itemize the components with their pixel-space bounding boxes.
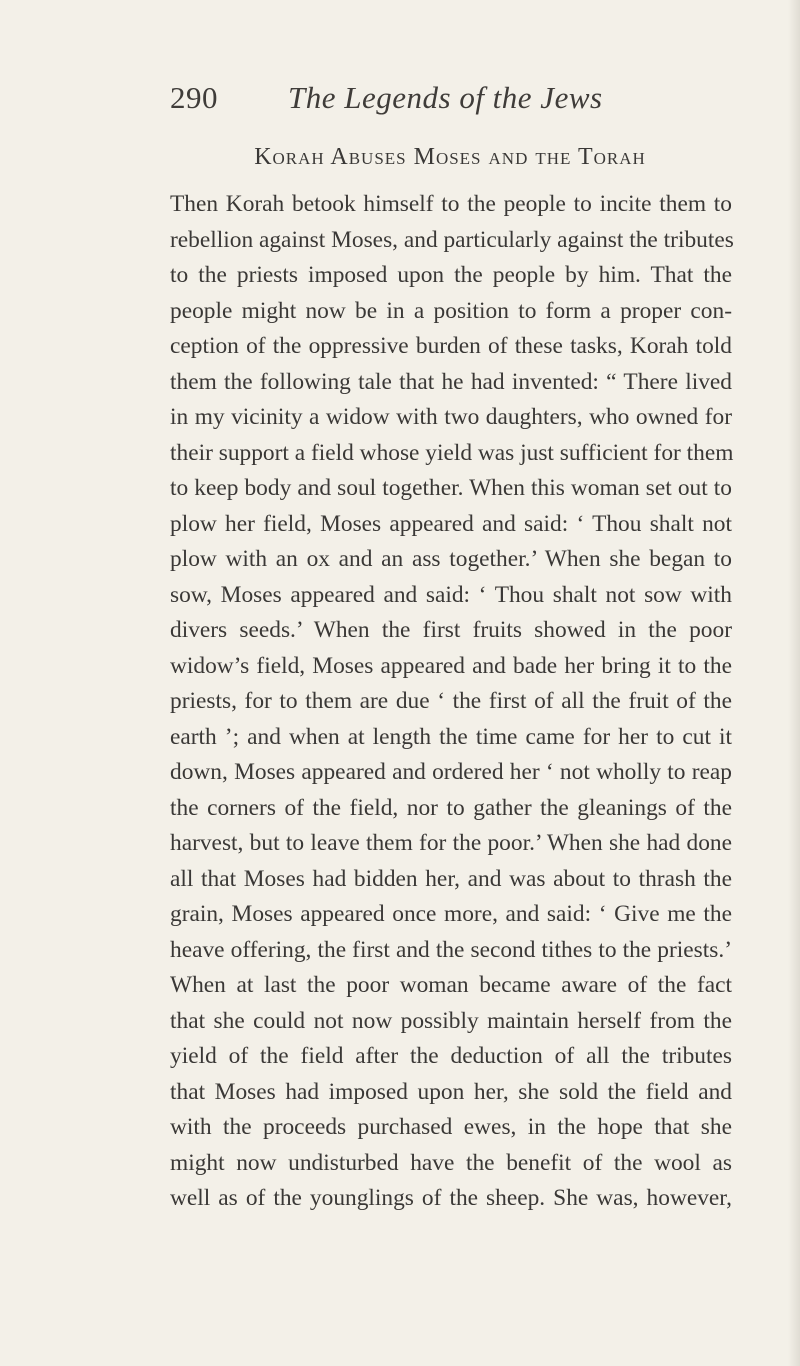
text-line: Then Korah betook himself to the people to incite them to [170, 191, 732, 217]
text-line: earth ’; and when at length the time came for her to cut it [170, 723, 732, 750]
page-header [170, 80, 730, 124]
text-line: their support a field whose yield was just sufficient for them [170, 439, 734, 466]
text-line: people might now be in a position to form a proper con- [170, 297, 732, 324]
text-line: down, Moses appeared and ordered her ‘ not wholly to reap [170, 759, 732, 785]
text-line: to the priests imposed upon the people by him. That the [170, 262, 732, 288]
text-line: plow her field, Moses appeared and said: ‘ Thou shalt not [170, 510, 732, 537]
page-number: 290 [170, 80, 218, 115]
text-line: ception of the oppressive burden of these tasks, Korah told [170, 333, 732, 359]
text-line: well as of the younglings of the sheep. She was, however, [170, 1185, 732, 1211]
body-text [170, 187, 732, 1217]
text-line: might now undisturbed have the benefit of the wool as [170, 1149, 732, 1176]
text-line: the corners of the field, nor to gather the gleanings of the [170, 794, 732, 821]
running-title: The Legends of the Jews [288, 80, 603, 115]
text-line: heave offering, the first and the second tithes to the priests.’ [170, 936, 732, 963]
text-line: yield of the field after the deduction of all the tributes [170, 1043, 732, 1069]
text-line: rebellion against Moses, and particularly against the tributes [170, 226, 734, 253]
text-line: that Moses had imposed upon her, she sold the field and [170, 1078, 732, 1105]
text-line: divers seeds.’ When the first fruits showed in the poor [170, 617, 732, 643]
text-line: them the following tale that he had invented: “ There lived [170, 368, 732, 395]
text-line: priests, for to them are due ‘ the first of all the fruit of the [170, 688, 732, 714]
text-line: harvest, but to leave them for the poor.’ When she had done [170, 830, 732, 856]
text-line: in my vicinity a widow with two daughters, who owned for [170, 404, 732, 430]
text-line: that she could not now possibly maintain herself from the [170, 1007, 732, 1034]
text-line: widow’s field, Moses appeared and bade her bring it to the [170, 652, 732, 679]
text-line: When at last the poor woman became aware of the fact [170, 972, 732, 998]
text-line: all that Moses had bidden her, and was about to thrash the [170, 865, 732, 892]
page-edge-shadow [788, 0, 800, 1366]
text-line: plow with an ox and an ass together.’ When she began to [170, 546, 732, 572]
section-title: Korah Abuses Moses and the Torah [254, 144, 646, 170]
text-line: with the proceeds purchased ewes, in the hope that she [170, 1114, 732, 1140]
text-line: sow, Moses appeared and said: ‘ Thou shalt not sow with [170, 581, 732, 608]
text-line: grain, Moses appeared once more, and said: ‘ Give me the [170, 901, 732, 927]
text-line: to keep body and soul together. When this woman set out to [170, 475, 732, 501]
